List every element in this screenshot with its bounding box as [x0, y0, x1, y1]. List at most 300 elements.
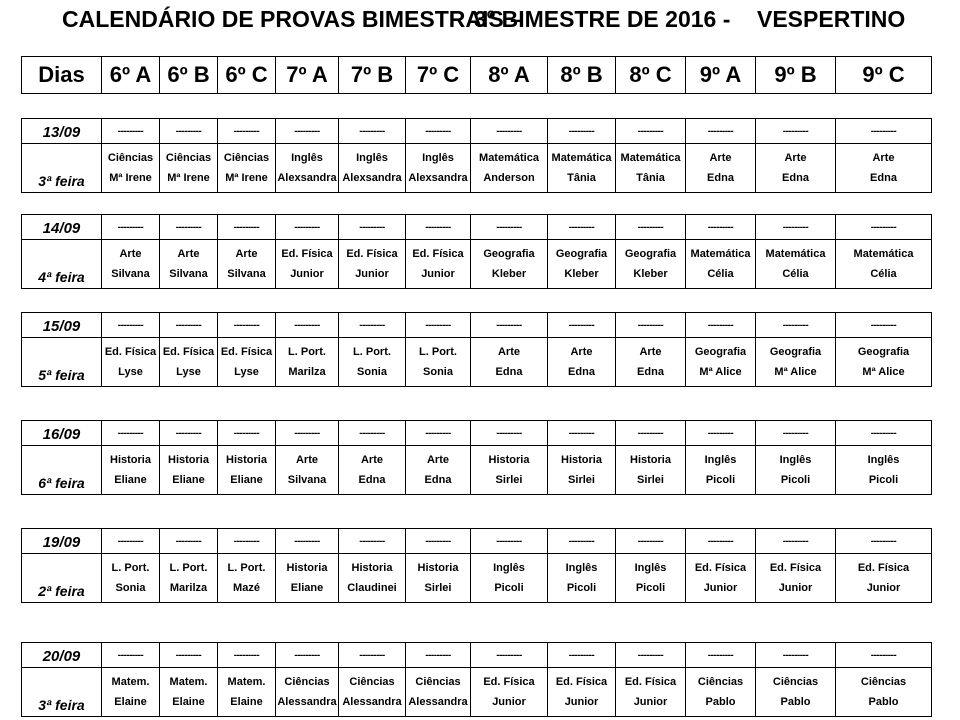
- exam-subject: Arte: [497, 346, 520, 358]
- exam-teacher: Pablo: [780, 696, 811, 708]
- dash-cell: ---------: [406, 643, 471, 668]
- exam-teacher: Tânia: [636, 172, 665, 184]
- dash-cell: ---------: [160, 421, 218, 446]
- exam-subject: Ciências: [772, 676, 819, 688]
- header-class-7a: 7º A: [276, 57, 339, 94]
- dash-cell: ---------: [548, 215, 616, 240]
- exam-teacher: Alessandra: [342, 696, 402, 708]
- exam-teacher: Picoli: [635, 582, 666, 594]
- exam-cell: [836, 240, 932, 289]
- exam-teacher: Silvana: [227, 268, 266, 280]
- weekday-cell: 3ª feira: [22, 144, 102, 193]
- exam-cell: [548, 446, 616, 495]
- dash-cell: ---------: [102, 421, 160, 446]
- dash-cell: ---------: [102, 643, 160, 668]
- exam-subject: Geografia: [555, 248, 608, 260]
- exam-teacher: Eliane: [230, 474, 263, 486]
- exam-subject: Ed. Física: [694, 562, 747, 574]
- exam-subject: Ciências: [415, 676, 461, 688]
- exam-cell: [102, 338, 160, 387]
- exam-cell: [686, 240, 756, 289]
- exam-cell: [339, 144, 406, 193]
- exam-cell: [102, 240, 160, 289]
- exam-subject: Inglês: [565, 562, 598, 574]
- dash-cell: ---------: [218, 215, 276, 240]
- exam-cell: [102, 668, 160, 717]
- exam-cell: [548, 144, 616, 193]
- exam-subject: Matemática: [551, 152, 612, 164]
- exam-teacher: Edna: [782, 172, 809, 184]
- exam-teacher: Mª Irene: [225, 172, 268, 184]
- exam-cell: [616, 144, 686, 193]
- day-block: [21, 642, 932, 717]
- exam-cell: [406, 668, 471, 717]
- exam-subject: Inglês: [779, 454, 812, 466]
- exam-cell: [471, 240, 548, 289]
- header-class-6c: 6º C: [218, 57, 276, 94]
- dash-cell: ---------: [686, 643, 756, 668]
- exam-teacher: Tânia: [567, 172, 596, 184]
- title-bimester: 3º BIMESTRE DE 2016 -: [474, 6, 731, 32]
- dash-cell: ---------: [548, 421, 616, 446]
- exam-cell: [406, 240, 471, 289]
- exam-teacher: Kleber: [633, 268, 668, 280]
- dash-cell: ---------: [836, 313, 932, 338]
- date-cell: 15/09: [22, 313, 102, 338]
- weekday-cell: 2ª feira: [22, 554, 102, 603]
- exam-subject: Historia: [110, 454, 151, 466]
- exam-teacher: Edna: [637, 366, 664, 378]
- exam-teacher: Junior: [564, 696, 599, 708]
- dash-cell: ---------: [616, 215, 686, 240]
- exam-subject: Arte: [295, 454, 318, 466]
- day-block: [21, 118, 932, 193]
- dash-cell: ---------: [756, 119, 836, 144]
- dash-cell: ---------: [471, 421, 548, 446]
- exam-teacher: Edna: [568, 366, 595, 378]
- exam-teacher: Célia: [782, 268, 809, 280]
- exam-cell: [339, 446, 406, 495]
- dash-cell: ---------: [102, 529, 160, 554]
- header-class-7b: 7º B: [339, 57, 406, 94]
- exam-subject: L. Port.: [419, 346, 457, 358]
- dash-cell: ---------: [406, 421, 471, 446]
- dash-cell: ---------: [339, 643, 406, 668]
- exam-subject: Arte: [119, 248, 142, 260]
- dash-cell: ---------: [548, 643, 616, 668]
- exam-subject: L. Port.: [169, 562, 208, 574]
- exam-subject: Ed. Física: [412, 248, 464, 260]
- exam-subject: Ciências: [697, 676, 744, 688]
- dash-cell: ---------: [276, 215, 339, 240]
- exam-subject: Inglês: [867, 454, 900, 466]
- header-class-9a: 9º A: [686, 57, 756, 94]
- dash-cell: ---------: [756, 529, 836, 554]
- exam-cell: [756, 144, 836, 193]
- exam-cell: [471, 338, 548, 387]
- dash-cell: ---------: [548, 313, 616, 338]
- exam-cell: [218, 668, 276, 717]
- exam-teacher: Mazé: [233, 582, 260, 594]
- dash-cell: ---------: [616, 643, 686, 668]
- exam-teacher: Marilza: [169, 582, 208, 594]
- weekday-cell: 4ª feira: [22, 240, 102, 289]
- exam-teacher: Junior: [866, 582, 901, 594]
- exam-teacher: Junior: [290, 268, 324, 280]
- dash-cell: ---------: [616, 119, 686, 144]
- exam-cell: [160, 554, 218, 603]
- dash-cell: ---------: [471, 119, 548, 144]
- dash-cell: ---------: [276, 119, 339, 144]
- exam-cell: [686, 668, 756, 717]
- dash-cell: ---------: [406, 215, 471, 240]
- exam-cell: [616, 668, 686, 717]
- header-class-9c: 9º C: [836, 57, 932, 94]
- dash-cell: ---------: [471, 215, 548, 240]
- exam-teacher: Sonia: [423, 366, 453, 378]
- header-class-9b: 9º B: [756, 57, 836, 94]
- exam-teacher: Edna: [495, 366, 523, 378]
- exam-subject: Ed. Física: [769, 562, 822, 574]
- dash-cell: ---------: [339, 313, 406, 338]
- header-table: [21, 56, 932, 94]
- exam-teacher: Edna: [358, 474, 386, 486]
- date-cell: 19/09: [22, 529, 102, 554]
- exam-teacher: Sonia: [115, 582, 146, 594]
- page-title: [0, 4, 960, 36]
- exam-cell: [616, 554, 686, 603]
- exam-cell: [218, 446, 276, 495]
- header-class-8b: 8º B: [548, 57, 616, 94]
- dash-cell: ---------: [548, 119, 616, 144]
- exam-subject: Ciências: [349, 676, 395, 688]
- exam-cell: [406, 554, 471, 603]
- exam-subject: Historia: [351, 562, 393, 574]
- exam-cell: [548, 668, 616, 717]
- dash-cell: ---------: [102, 119, 160, 144]
- exam-teacher: Elaine: [114, 696, 147, 708]
- exam-teacher: Alessandra: [408, 696, 468, 708]
- exam-teacher: Picoli: [566, 582, 597, 594]
- exam-subject: Arte: [570, 346, 593, 358]
- exam-cell: [548, 338, 616, 387]
- exam-subject: Geografia: [694, 346, 747, 358]
- exam-cell: [218, 554, 276, 603]
- exam-cell: [160, 240, 218, 289]
- exam-subject: Historia: [417, 562, 459, 574]
- header-class-7c: 7º C: [406, 57, 471, 94]
- dash-cell: ---------: [102, 215, 160, 240]
- title-shift: VESPERTINO: [757, 6, 906, 32]
- weekday-cell: 3ª feira: [22, 668, 102, 717]
- dash-cell: ---------: [471, 529, 548, 554]
- exam-cell: [406, 144, 471, 193]
- dash-cell: ---------: [102, 313, 160, 338]
- exam-cell: [548, 240, 616, 289]
- exam-subject: Inglês: [356, 152, 388, 164]
- dash-cell: ---------: [218, 643, 276, 668]
- exam-subject: Historia: [226, 454, 267, 466]
- exam-cell: [471, 446, 548, 495]
- exam-subject: Historia: [561, 454, 602, 466]
- exam-subject: Ed. Física: [281, 248, 333, 260]
- exam-cell: [102, 144, 160, 193]
- exam-subject: Ed. Física: [162, 346, 215, 358]
- exam-teacher: Marilza: [288, 366, 326, 378]
- date-cell: 20/09: [22, 643, 102, 668]
- exam-subject: Matem.: [169, 676, 208, 688]
- exam-teacher: Sirlei: [637, 474, 664, 486]
- exam-subject: Matemática: [690, 248, 751, 260]
- exam-teacher: Mª Alice: [699, 366, 742, 378]
- exam-cell: [339, 240, 406, 289]
- exam-subject: L. Port.: [227, 562, 266, 574]
- exam-teacher: Lyse: [176, 366, 201, 378]
- exam-subject: Arte: [784, 152, 807, 164]
- exam-subject: Ed. Física: [857, 562, 910, 574]
- exam-cell: [836, 554, 932, 603]
- exam-subject: Matemática: [853, 248, 914, 260]
- exam-subject: Matemática: [765, 248, 826, 260]
- exam-teacher: Sirlei: [568, 474, 595, 486]
- dash-cell: ---------: [616, 529, 686, 554]
- dash-cell: ---------: [836, 421, 932, 446]
- exam-cell: [686, 338, 756, 387]
- header-class-8a: 8º A: [471, 57, 548, 94]
- exam-cell: [686, 144, 756, 193]
- exam-subject: Inglês: [634, 562, 667, 574]
- exam-subject: Ciências: [860, 676, 907, 688]
- exam-teacher: Sirlei: [424, 582, 452, 594]
- exam-teacher: Picoli: [868, 474, 899, 486]
- exam-cell: [548, 554, 616, 603]
- dash-cell: ---------: [686, 119, 756, 144]
- exam-cell: [276, 240, 339, 289]
- dash-cell: ---------: [276, 313, 339, 338]
- exam-subject: Arte: [639, 346, 662, 358]
- exam-cell: [102, 446, 160, 495]
- exam-subject: Geografia: [483, 248, 535, 260]
- exam-subject: Ed. Física: [346, 248, 398, 260]
- dash-cell: ---------: [548, 529, 616, 554]
- exam-subject: Inglês: [291, 152, 323, 164]
- exam-teacher: Eliane: [290, 582, 324, 594]
- dash-cell: ---------: [756, 421, 836, 446]
- date-cell: 14/09: [22, 215, 102, 240]
- exam-subject: Inglês: [422, 152, 454, 164]
- exam-cell: [339, 554, 406, 603]
- dash-cell: ---------: [276, 529, 339, 554]
- dash-cell: ---------: [160, 643, 218, 668]
- exam-teacher: Lyse: [234, 366, 259, 378]
- exam-subject: Geografia: [624, 248, 677, 260]
- exam-teacher: Junior: [778, 582, 813, 594]
- exam-cell: [686, 446, 756, 495]
- exam-subject: Arte: [426, 454, 449, 466]
- dash-cell: ---------: [218, 529, 276, 554]
- exam-subject: Geografia: [769, 346, 822, 358]
- exam-teacher: Pablo: [868, 696, 899, 708]
- dash-cell: ---------: [276, 643, 339, 668]
- exam-subject: Ciências: [223, 152, 270, 164]
- exam-cell: [160, 338, 218, 387]
- dash-cell: ---------: [616, 313, 686, 338]
- exam-teacher: Silvana: [287, 474, 327, 486]
- exam-teacher: Kleber: [564, 268, 599, 280]
- exam-teacher: Picoli: [780, 474, 811, 486]
- exam-subject: Ciências: [107, 152, 154, 164]
- exam-subject: Ciências: [284, 676, 330, 688]
- exam-teacher: Célia: [870, 268, 897, 280]
- title-calendar: CALENDÁRIO DE PROVAS BIMESTRAIS –: [62, 6, 523, 32]
- exam-cell: [218, 338, 276, 387]
- exam-teacher: Pablo: [705, 696, 736, 708]
- dash-cell: ---------: [160, 313, 218, 338]
- exam-cell: [218, 144, 276, 193]
- exam-cell: [836, 338, 932, 387]
- exam-subject: L. Port.: [353, 346, 391, 358]
- exam-teacher: Alexsandra: [342, 172, 402, 184]
- exam-cell: [102, 554, 160, 603]
- exam-teacher: Junior: [355, 268, 389, 280]
- exam-subject: Geografia: [857, 346, 910, 358]
- exam-teacher: Kleber: [491, 268, 527, 280]
- exam-cell: [471, 554, 548, 603]
- exam-cell: [276, 144, 339, 193]
- exam-teacher: Junior: [703, 582, 738, 594]
- exam-cell: [276, 554, 339, 603]
- dash-cell: ---------: [686, 215, 756, 240]
- exam-cell: [471, 144, 548, 193]
- exam-teacher: Elaine: [230, 696, 263, 708]
- exam-cell: [836, 446, 932, 495]
- exam-cell: [276, 668, 339, 717]
- dash-cell: ---------: [218, 119, 276, 144]
- dash-cell: ---------: [686, 529, 756, 554]
- dash-cell: ---------: [756, 313, 836, 338]
- dash-cell: ---------: [836, 119, 932, 144]
- exam-cell: [471, 668, 548, 717]
- exam-subject: Ciências: [165, 152, 212, 164]
- dash-cell: ---------: [406, 313, 471, 338]
- date-cell: 13/09: [22, 119, 102, 144]
- exam-teacher: Elaine: [172, 696, 205, 708]
- dash-cell: ---------: [218, 313, 276, 338]
- exam-teacher: Anderson: [483, 172, 535, 184]
- exam-teacher: Claudinei: [347, 582, 397, 594]
- dash-cell: ---------: [339, 421, 406, 446]
- dash-cell: ---------: [836, 643, 932, 668]
- exam-cell: [276, 338, 339, 387]
- exam-teacher: Junior: [492, 696, 526, 708]
- exam-cell: [836, 668, 932, 717]
- exam-subject: Ed. Física: [483, 676, 535, 688]
- exam-cell: [756, 554, 836, 603]
- exam-teacher: Alexsandra: [408, 172, 468, 184]
- exam-cell: [406, 446, 471, 495]
- exam-subject: Historia: [488, 454, 530, 466]
- exam-cell: [276, 446, 339, 495]
- exam-teacher: Picoli: [705, 474, 736, 486]
- exam-cell: [160, 446, 218, 495]
- weekday-cell: 5ª feira: [22, 338, 102, 387]
- exam-subject: Historia: [286, 562, 328, 574]
- exam-teacher: Lyse: [118, 366, 143, 378]
- dash-cell: ---------: [160, 215, 218, 240]
- exam-teacher: Eliane: [114, 474, 147, 486]
- exam-subject: Arte: [872, 152, 895, 164]
- weekday-cell: 6ª feira: [22, 446, 102, 495]
- dash-cell: ---------: [406, 119, 471, 144]
- day-block: [21, 312, 932, 387]
- exam-cell: [756, 668, 836, 717]
- exam-cell: [616, 338, 686, 387]
- exam-teacher: Sonia: [357, 366, 387, 378]
- exam-subject: Matemática: [479, 152, 539, 164]
- exam-subject: Inglês: [493, 562, 525, 574]
- exam-cell: [756, 338, 836, 387]
- exam-teacher: Edna: [870, 172, 897, 184]
- dash-cell: ---------: [686, 313, 756, 338]
- exam-teacher: Edna: [424, 474, 452, 486]
- exam-teacher: Junior: [421, 268, 455, 280]
- dash-cell: ---------: [406, 529, 471, 554]
- exam-subject: Matem.: [227, 676, 266, 688]
- exam-subject: Inglês: [704, 454, 737, 466]
- header-days: Dias: [22, 57, 102, 94]
- exam-teacher: Picoli: [494, 582, 524, 594]
- exam-cell: [160, 144, 218, 193]
- exam-teacher: Alessandra: [277, 696, 337, 708]
- exam-teacher: Silvana: [111, 268, 150, 280]
- exam-subject: Matemática: [620, 152, 681, 164]
- exam-cell: [686, 554, 756, 603]
- dash-cell: ---------: [160, 529, 218, 554]
- header-class-6b: 6º B: [160, 57, 218, 94]
- exam-cell: [339, 338, 406, 387]
- dash-cell: ---------: [836, 215, 932, 240]
- exam-teacher: Eliane: [172, 474, 205, 486]
- exam-cell: [218, 240, 276, 289]
- exam-subject: L. Port.: [111, 562, 150, 574]
- exam-teacher: Mª Irene: [167, 172, 210, 184]
- exam-teacher: Sirlei: [495, 474, 523, 486]
- dash-cell: ---------: [686, 421, 756, 446]
- exam-teacher: Edna: [707, 172, 734, 184]
- dash-cell: ---------: [756, 643, 836, 668]
- exam-subject: Matem.: [111, 676, 150, 688]
- exam-cell: [160, 668, 218, 717]
- exam-subject: Arte: [709, 152, 732, 164]
- exam-cell: [836, 144, 932, 193]
- dash-cell: ---------: [756, 215, 836, 240]
- exam-subject: Ed. Física: [220, 346, 273, 358]
- exam-subject: Arte: [360, 454, 383, 466]
- exam-subject: Historia: [168, 454, 209, 466]
- dash-cell: ---------: [471, 643, 548, 668]
- exam-subject: Ed. Física: [104, 346, 157, 358]
- dash-cell: ---------: [160, 119, 218, 144]
- header-class-6a: 6º A: [102, 57, 160, 94]
- exam-subject: Arte: [235, 248, 258, 260]
- dash-cell: ---------: [836, 529, 932, 554]
- dash-cell: ---------: [471, 313, 548, 338]
- exam-cell: [339, 668, 406, 717]
- exam-subject: Historia: [630, 454, 671, 466]
- dash-cell: ---------: [339, 215, 406, 240]
- header-class-8c: 8º C: [616, 57, 686, 94]
- dash-cell: ---------: [616, 421, 686, 446]
